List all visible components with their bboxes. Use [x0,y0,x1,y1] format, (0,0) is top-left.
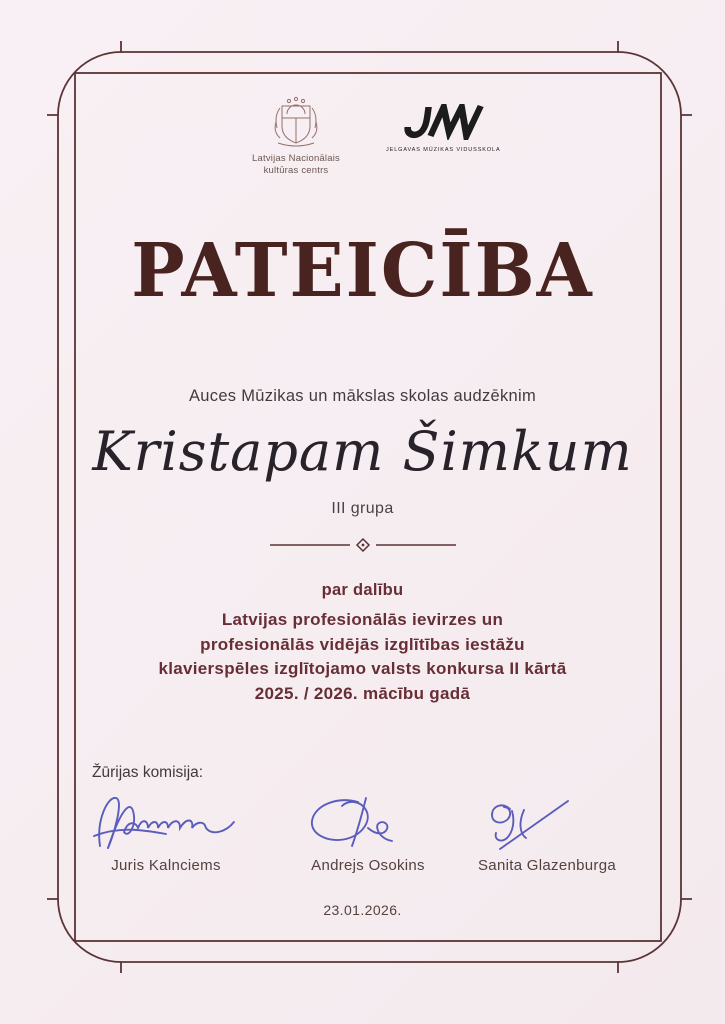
reason-intro: par dalību [321,581,404,599]
divider-ornament [268,538,458,552]
certificate-title: PATEICĪBA [131,226,594,314]
signature-andrejs-osokins [302,794,414,854]
issuer-left-block [248,96,344,177]
reason-line: klavierspēles izglītojamo valsts konkursa II kārtā [158,659,567,678]
issuer-left-name-line1: Latvijas Nacionālais [252,153,340,164]
issuer-left-name-line2: kultūras centrs [263,165,329,176]
signature-sanita-glazenburga [482,797,578,855]
recipient-name: Kristapam Šimkum [92,420,633,483]
jury-label: Žūrijas komisija: [92,764,204,781]
reason-line: profesionālās vidējās izglītības iestāžu [200,634,525,654]
issuer-right-block [386,104,501,153]
recipient-intro: Auces Mūzikas un mākslas skolas audzēknim [188,387,537,405]
jury-member-name: Juris Kalnciems [111,857,221,874]
recipient-group: III grupa [331,500,394,517]
signature-juris-kalnciems [92,790,244,854]
reason-line: Latvijas profesionālās ievirzes un [221,610,504,629]
jury-member-name: Sanita Glazenburga [478,857,616,874]
reason-text [0,608,725,706]
certificate-date: 23.01.2026. [323,902,402,918]
latvia-coat-of-arms-icon [270,96,322,148]
issuer-right-caption: JELGAVAS MŪZIKAS VIDUSSKOLA [386,147,501,153]
jmv-monogram-icon [393,104,489,140]
reason-line: 2025. / 2026. mācību gadā [254,683,471,703]
jury-member-name: Andrejs Osokins [311,857,425,874]
